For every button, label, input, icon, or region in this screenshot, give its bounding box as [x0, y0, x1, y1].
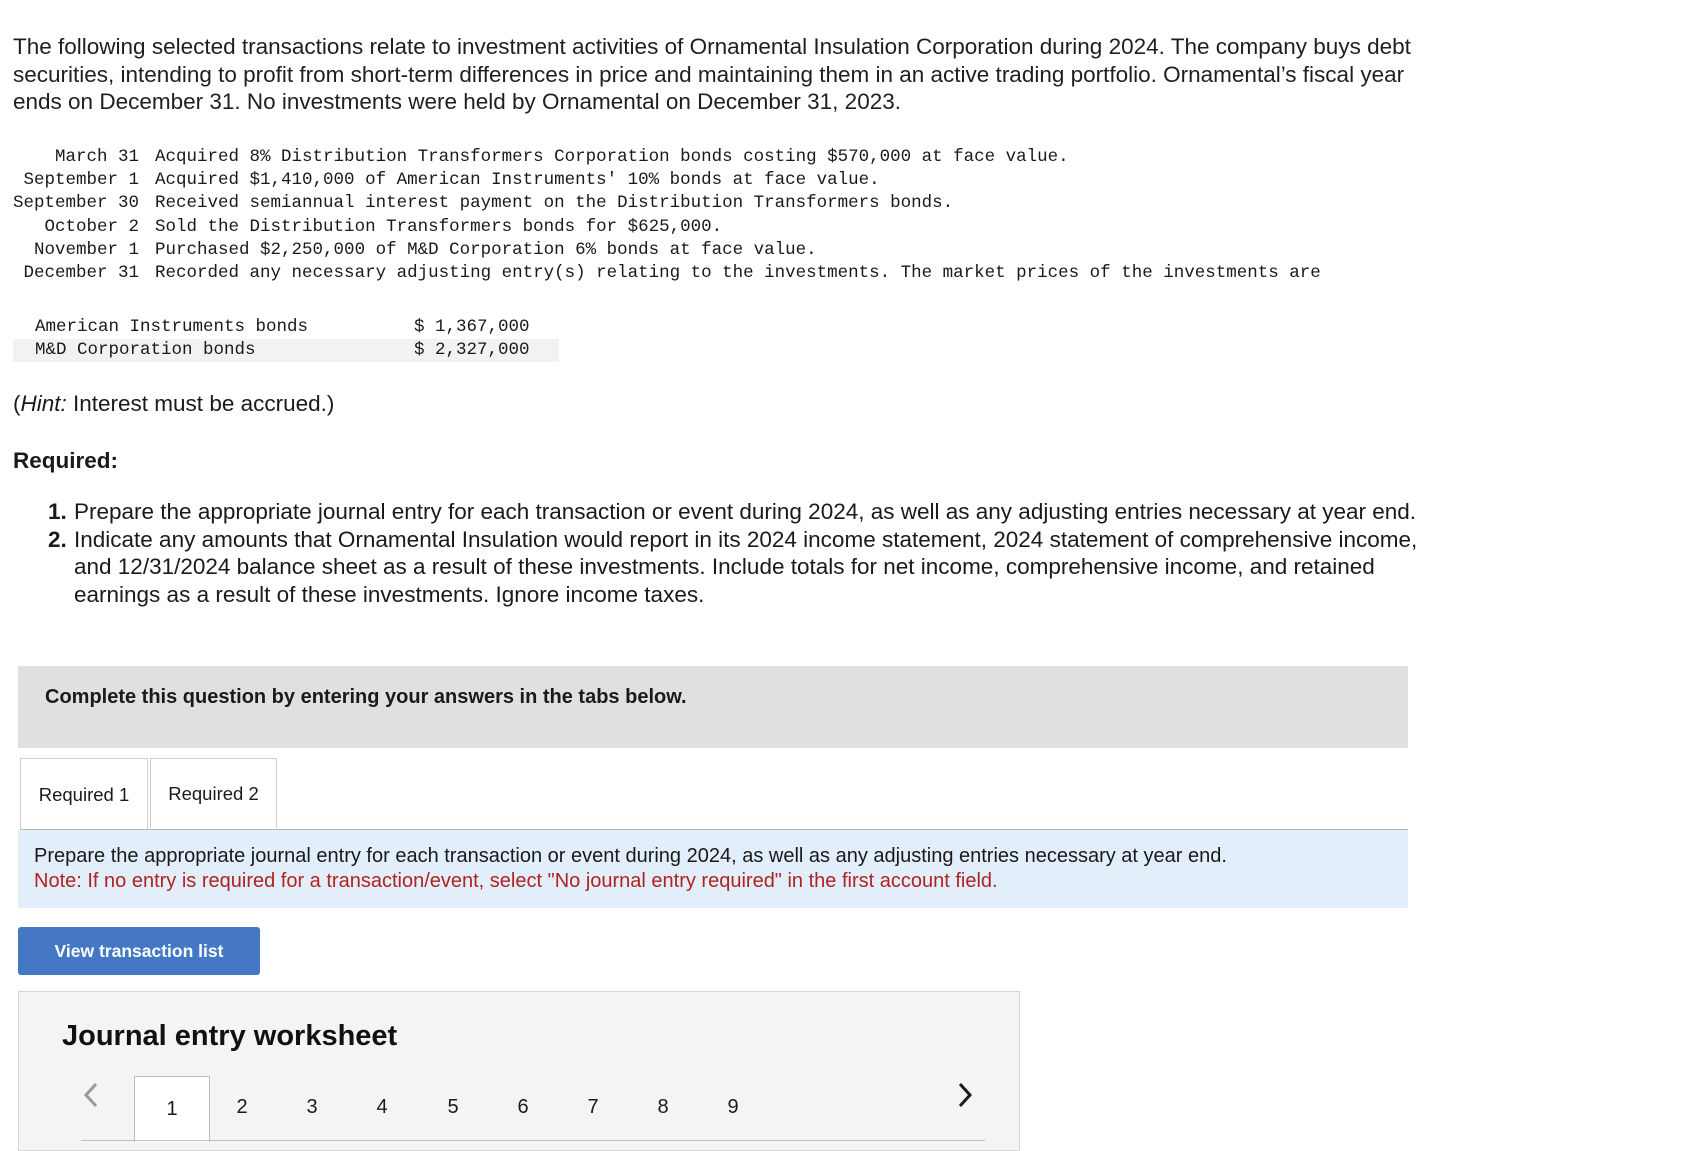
pager-divider [81, 1140, 985, 1141]
transaction-date: September 30 [13, 193, 140, 214]
requirement-item [48, 526, 1428, 609]
worksheet-page[interactable]: 2 [236, 1095, 248, 1118]
hint [13, 390, 334, 417]
transaction-date: March 31 [55, 147, 140, 167]
hint-label: Hint: [20, 391, 67, 416]
transaction-text: Recorded any necessary adjusting entry(s) relating to the investments. The market prices of the investments are [155, 263, 1321, 284]
worksheet-page[interactable]: 7 [587, 1095, 599, 1118]
hint-open-paren: ( [13, 391, 21, 416]
view-transaction-list-button[interactable]: View transaction list [18, 927, 260, 975]
transaction-row [13, 216, 1321, 239]
worksheet-page[interactable]: 3 [306, 1095, 318, 1118]
banner-text: Complete this question by entering your answers in the tabs below. [45, 686, 687, 708]
market-price-row [13, 339, 559, 362]
investment-market-price: $ 1,367,000 [414, 317, 530, 337]
worksheet-pager [59, 1076, 999, 1146]
transaction-text: Sold the Distribution Transformers bonds for $625,000. [155, 216, 723, 237]
transaction-row [13, 169, 1321, 192]
transaction-date: September 1 [23, 170, 140, 191]
worksheet-page[interactable]: 9 [727, 1095, 739, 1118]
instruction-note: Note: If no entry is required for a transaction/event, select "No journal entry required" in the first account field. [34, 870, 998, 892]
transaction-text: Acquired 8% Distribution Transformers Corporation bonds costing $570,000 at face value. [155, 147, 1069, 167]
investment-name: American Instruments bonds [35, 317, 309, 337]
worksheet-page[interactable]: 8 [657, 1095, 669, 1118]
intro-text: The following selected transactions relate to investment activities of Ornamental Insulation Corporation during 2024. The company buys debt securities, intending to profit from short-term differences in price and maintaining them in an active trading portfolio. Ornamental’s fiscal year ends on December 31. No investments were held by Ornamental on December 31, 2023. [13, 34, 1411, 114]
worksheet-title: Journal entry worksheet [62, 1020, 398, 1052]
transaction-text: Purchased $2,250,000 of M&D Corporation 6% bonds at face value. [155, 239, 817, 260]
transaction-table [13, 146, 1321, 285]
tab-required-1[interactable]: Required 1 [20, 758, 148, 830]
instruction-banner [18, 666, 1408, 748]
transaction-date: October 2 [44, 216, 140, 237]
transaction-row [13, 262, 1321, 285]
requirement-item [48, 498, 1428, 526]
requirements-list [48, 498, 1428, 608]
transaction-date: November 1 [34, 239, 140, 260]
worksheet-page[interactable]: 5 [447, 1095, 459, 1118]
market-price-row [13, 316, 559, 339]
requirement-text: Indicate any amounts that Ornamental Insulation would report in its 2024 income statement, 2024 statement of comprehensive income, and 12/31/2024 balance sheet as a result of these investments. Include totals for net income, comprehensive income, and retained earnings as a result of these investments. Ignore income taxes. [74, 526, 1418, 607]
transaction-row [13, 146, 1321, 169]
tab-required-2[interactable]: Required 2 [150, 758, 277, 828]
transaction-row [13, 239, 1321, 262]
chevron-left-icon[interactable] [81, 1080, 101, 1121]
worksheet-page[interactable]: 4 [376, 1095, 388, 1118]
transaction-text: Received semiannual interest payment on the Distribution Transformers bonds. [155, 193, 954, 214]
transaction-row [13, 192, 1321, 215]
chevron-right-icon[interactable] [955, 1080, 975, 1121]
instruction-main: Prepare the appropriate journal entry for each transaction or event during 2024, as well as any adjusting entries necessary at year end. [34, 845, 1227, 867]
investment-market-price: $ 2,327,000 [414, 339, 559, 362]
worksheet-page[interactable]: 6 [517, 1095, 529, 1118]
tab-instructions [18, 830, 1408, 908]
requirement-text: Prepare the appropriate journal entry for each transaction or event during 2024, as well as any adjusting entries necessary at year end. [74, 499, 1417, 524]
investment-name: M&D Corporation bonds [13, 339, 414, 362]
transaction-text: Acquired $1,410,000 of American Instruments' 10% bonds at face value. [155, 170, 880, 191]
required-heading: Required: [13, 448, 119, 473]
transaction-date: December 31 [23, 263, 140, 284]
requirement-number: 1. [48, 499, 67, 524]
hint-text: Interest must be accrued.) [66, 391, 335, 416]
worksheet-page[interactable]: 1 [134, 1076, 210, 1142]
market-price-table [13, 316, 559, 362]
journal-entry-worksheet [18, 991, 1020, 1151]
requirement-number: 2. [48, 526, 67, 552]
problem-intro [13, 33, 1433, 116]
answer-tabs [20, 758, 1408, 830]
